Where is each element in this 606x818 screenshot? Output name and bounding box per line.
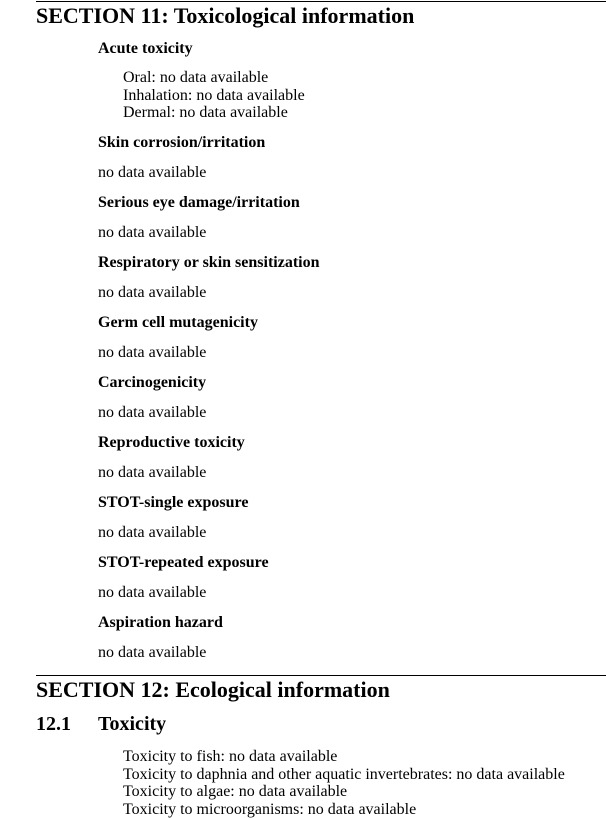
fish-toxicity-item: Toxicity to fish: no data available bbox=[123, 748, 565, 766]
reproductive-toxicity-value: no data available bbox=[98, 463, 206, 483]
section-11-top-rule bbox=[36, 1, 606, 2]
acute-oral-item: Oral: no data available bbox=[123, 69, 305, 87]
stot-single-heading: STOT-single exposure bbox=[98, 493, 248, 513]
skin-corrosion-value: no data available bbox=[98, 163, 206, 183]
eye-damage-heading: Serious eye damage/irritation bbox=[98, 193, 300, 213]
subsection-number: 12.1 bbox=[36, 712, 98, 736]
algae-toxicity-item: Toxicity to algae: no data available bbox=[123, 783, 565, 801]
subsection-title: Toxicity bbox=[98, 713, 166, 735]
acute-toxicity-heading: Acute toxicity bbox=[98, 39, 193, 59]
acute-dermal-item: Dermal: no data available bbox=[123, 104, 305, 122]
section-12-top-rule bbox=[36, 675, 606, 676]
aspiration-hazard-value: no data available bbox=[98, 643, 206, 663]
stot-repeated-value: no data available bbox=[98, 583, 206, 603]
sensitization-value: no data available bbox=[98, 283, 206, 303]
microorganism-toxicity-item: Toxicity to microorganisms: no data available bbox=[123, 801, 565, 818]
carcinogenicity-heading: Carcinogenicity bbox=[98, 373, 206, 393]
mutagenicity-heading: Germ cell mutagenicity bbox=[98, 313, 258, 333]
aspiration-hazard-heading: Aspiration hazard bbox=[98, 613, 223, 633]
reproductive-toxicity-heading: Reproductive toxicity bbox=[98, 433, 245, 453]
eye-damage-value: no data available bbox=[98, 223, 206, 243]
carcinogenicity-value: no data available bbox=[98, 403, 206, 423]
skin-corrosion-heading: Skin corrosion/irritation bbox=[98, 133, 265, 153]
stot-repeated-heading: STOT-repeated exposure bbox=[98, 553, 269, 573]
mutagenicity-value: no data available bbox=[98, 343, 206, 363]
stot-single-value: no data available bbox=[98, 523, 206, 543]
daphnia-toxicity-item: Toxicity to daphnia and other aquatic invertebrates: no data available bbox=[123, 766, 565, 784]
ecotoxicity-list bbox=[123, 748, 565, 818]
section-11-title: SECTION 11: Toxicological information bbox=[36, 3, 414, 29]
acute-inhalation-item: Inhalation: no data available bbox=[123, 87, 305, 105]
section-12-title: SECTION 12: Ecological information bbox=[36, 677, 390, 703]
toxicity-subsection-heading bbox=[36, 712, 166, 736]
acute-toxicity-list bbox=[123, 69, 305, 122]
sensitization-heading: Respiratory or skin sensitization bbox=[98, 253, 319, 273]
